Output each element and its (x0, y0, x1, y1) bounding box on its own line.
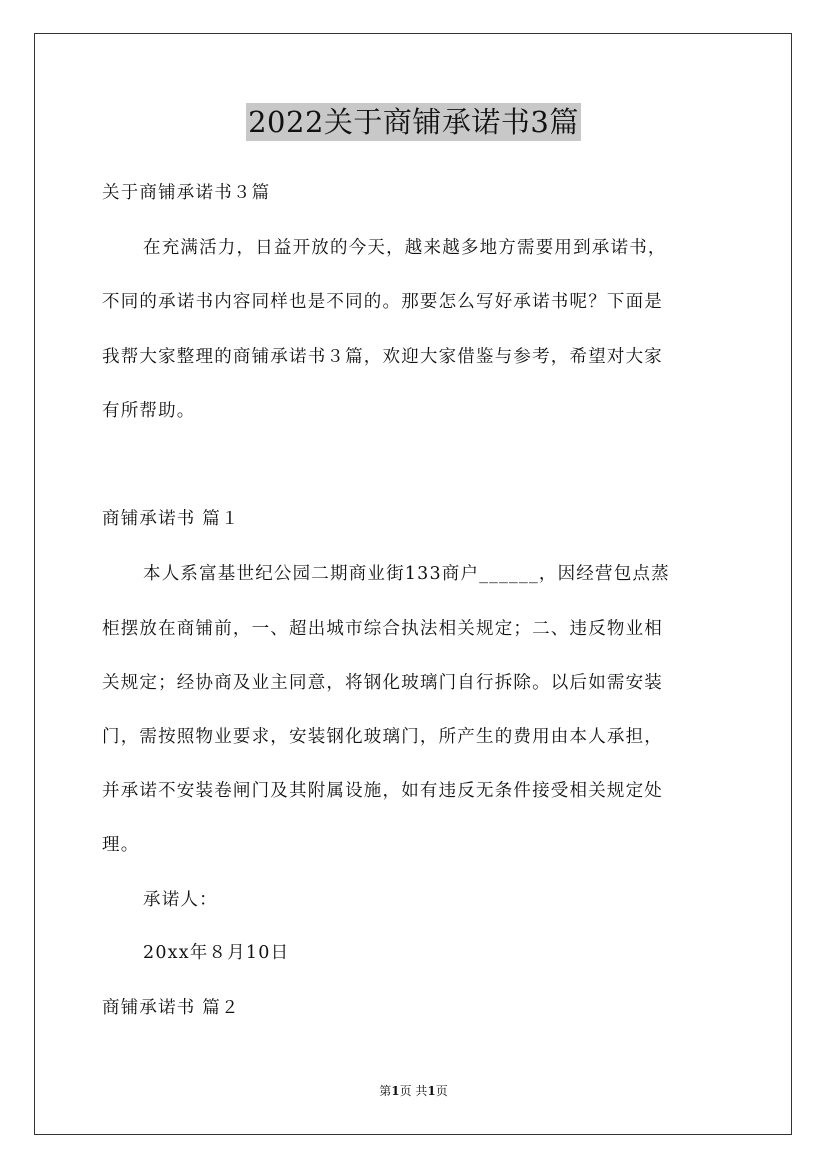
footer-suffix: 页 (435, 1084, 448, 1098)
footer-mid: 页 共 (399, 1084, 428, 1098)
page-footer (0, 1083, 827, 1099)
sign-date: 20xx年８月10日 (143, 943, 290, 963)
section-1-line-5: 并承诺不安装卷闸门及其附属设施，如有违反无条件接受相关规定处 (102, 781, 663, 801)
footer-page-total: 1 (427, 1084, 436, 1098)
section-1-line-1: 本人系富基世纪公园二期商业街133商户______，因经营包点蒸 (143, 564, 670, 584)
intro-line-1: 在充满活力，日益开放的今天，越来越多地方需要用到承诺书， (143, 238, 667, 258)
section-1-line-6: 理。 (102, 835, 140, 855)
footer-prefix: 第 (379, 1084, 392, 1098)
section-1-line-4: 门，需按照物业要求，安装钢化玻璃门，所产生的费用由本人承担， (102, 727, 663, 747)
section-1-heading: 商铺承诺书 篇１ (102, 509, 240, 529)
section-1-line-3: 关规定；经协商及业主同意，将钢化玻璃门自行拆除。以后如需安装 (102, 673, 663, 693)
section-1-line-2: 柜摆放在商铺前，一、超出城市综合执法相关规定；二、违反物业相 (102, 619, 663, 639)
document-subtitle: 关于商铺承诺书３篇 (102, 183, 271, 203)
document-title: 2022关于商铺承诺书3篇 (248, 105, 579, 139)
footer-page-current: 1 (391, 1084, 400, 1098)
title-container (0, 103, 827, 141)
section-2-heading: 商铺承诺书 篇２ (102, 998, 240, 1018)
intro-line-2: 不同的承诺书内容同样也是不同的。那要怎么写好承诺书呢？下面是 (102, 292, 663, 312)
intro-line-3: 我帮大家整理的商铺承诺书３篇，欢迎大家借鉴与参考，希望对大家 (102, 347, 663, 367)
intro-line-4: 有所帮助。 (102, 401, 196, 421)
signer-label: 承诺人： (143, 890, 218, 910)
